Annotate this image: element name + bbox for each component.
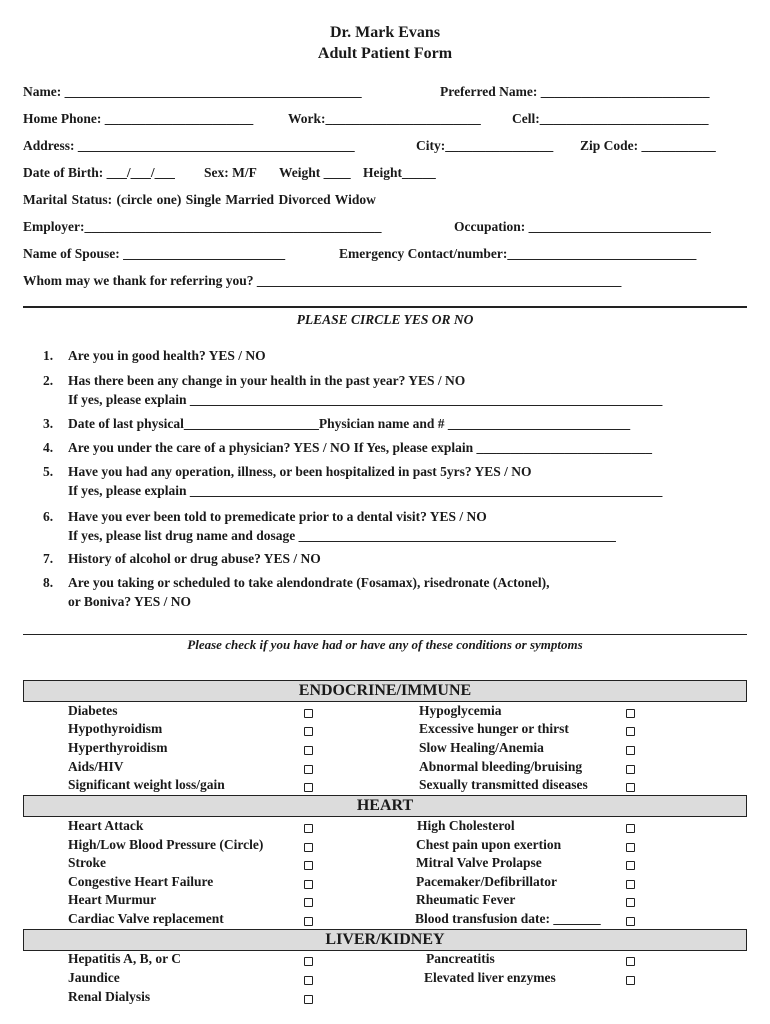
date-of-birth-field[interactable]: Date of Birth: ___/___/___: [23, 165, 175, 180]
section-header-heart: HEART: [23, 795, 747, 817]
emergency-contact-field[interactable]: Emergency Contact/number:____________________________: [339, 246, 697, 261]
condition-label: Slow Healing/Anemia: [419, 740, 544, 755]
conditions-heading: Please check if you have had or have any of these conditions or symptoms: [187, 637, 583, 652]
occupation-field[interactable]: Occupation: ___________________________: [454, 219, 711, 234]
checkbox-heart-murmur[interactable]: [304, 898, 313, 907]
condition-label: High Cholesterol: [417, 818, 515, 833]
question-number: 2.: [43, 373, 54, 388]
condition-label: Heart Attack: [68, 818, 144, 833]
condition-label: Significant weight loss/gain: [68, 777, 225, 792]
question-physician-care[interactable]: Are you under the care of a physician? YES / NO If Yes, please explain __________________________: [68, 440, 653, 455]
checkbox-jaundice[interactable]: [304, 976, 313, 985]
checkbox-blood-transfusion[interactable]: [626, 917, 635, 926]
checkbox-stroke[interactable]: [304, 861, 313, 870]
condition-label: Rheumatic Fever: [416, 892, 516, 907]
condition-label: Abnormal bleeding/bruising: [419, 759, 583, 774]
height-field[interactable]: Height_____: [363, 165, 436, 180]
checkbox-pancreatitis[interactable]: [626, 957, 635, 966]
question-hospitalized[interactable]: Have you had any operation, illness, or been hospitalized in past 5yrs? YES / NO: [68, 464, 532, 479]
question-hospitalized-explain[interactable]: If yes, please explain ______________________________________________________________________: [68, 483, 663, 498]
question-number: 7.: [43, 551, 54, 566]
employer-field[interactable]: Employer:____________________________________________: [23, 219, 382, 234]
checkbox-excessive-hunger-thirst[interactable]: [626, 727, 635, 736]
conditions-divider: [23, 634, 747, 635]
condition-label: Diabetes: [68, 703, 118, 718]
cell-phone-field[interactable]: Cell:_________________________: [512, 111, 709, 126]
condition-label: Cardiac Valve replacement: [68, 911, 224, 926]
checkbox-renal-dialysis[interactable]: [304, 995, 313, 1004]
zip-code-field[interactable]: Zip Code: ___________: [580, 138, 716, 153]
checkbox-mitral-valve-prolapse[interactable]: [626, 861, 635, 870]
condition-label: Congestive Heart Failure: [68, 874, 214, 889]
question-substance-abuse[interactable]: History of alcohol or drug abuse? YES / NO: [68, 551, 321, 566]
referral-field[interactable]: Whom may we thank for referring you? ______________________________________________________: [23, 273, 622, 288]
form-title: Adult Patient Form: [317, 45, 453, 62]
question-bisphosphonates[interactable]: Are you taking or scheduled to take alendondrate (Fosamax), risedronate (Actonel),: [68, 575, 550, 590]
checkbox-hepatitis[interactable]: [304, 957, 313, 966]
work-phone-field[interactable]: Work:_______________________: [288, 111, 481, 126]
question-number: 3.: [43, 416, 54, 431]
question-number: 1.: [43, 348, 54, 363]
name-field[interactable]: Name: ____________________________________________: [23, 84, 362, 99]
condition-label: Pancreatitis: [426, 951, 495, 966]
question-number: 8.: [43, 575, 54, 590]
checkbox-abnormal-bleeding[interactable]: [626, 765, 635, 774]
condition-label: Hyperthyroidism: [68, 740, 168, 755]
question-last-physical[interactable]: Date of last physical____________________Physician name and # ___________________________: [68, 416, 631, 431]
condition-label: Heart Murmur: [68, 892, 157, 907]
checkbox-aids-hiv[interactable]: [304, 765, 313, 774]
checkbox-elevated-liver-enzymes[interactable]: [626, 976, 635, 985]
checkbox-hypothyroidism[interactable]: [304, 727, 313, 736]
spouse-name-field[interactable]: Name of Spouse: ________________________: [23, 246, 286, 261]
checkbox-congestive-heart-failure[interactable]: [304, 880, 313, 889]
checkbox-chest-pain[interactable]: [626, 843, 635, 852]
city-field[interactable]: City:________________: [416, 138, 554, 153]
condition-label: Chest pain upon exertion: [416, 837, 562, 852]
sex-field[interactable]: Sex: M/F: [204, 165, 257, 180]
checkbox-hyperthyroidism[interactable]: [304, 746, 313, 755]
doctor-name: Dr. Mark Evans: [329, 24, 441, 41]
question-number: 4.: [43, 440, 54, 455]
condition-label: Pacemaker/Defibrillator: [416, 874, 557, 889]
home-phone-field[interactable]: Home Phone: ______________________: [23, 111, 254, 126]
weight-field[interactable]: Weight ____: [279, 165, 351, 180]
condition-label: High/Low Blood Pressure (Circle): [68, 837, 264, 852]
yes-no-heading: PLEASE CIRCLE YES OR NO: [296, 312, 474, 327]
checkbox-std[interactable]: [626, 783, 635, 792]
checkbox-heart-attack[interactable]: [304, 824, 313, 833]
section-header-liver-kidney: LIVER/KIDNEY: [23, 929, 747, 951]
question-health-change[interactable]: Has there been any change in your health in the past year? YES / NO: [68, 373, 466, 388]
address-field[interactable]: Address: _________________________________________: [23, 138, 355, 153]
condition-label: Elevated liver enzymes: [424, 970, 556, 985]
question-premedicate[interactable]: Have you ever been told to premedicate prior to a dental visit? YES / NO: [68, 509, 487, 524]
condition-label: Stroke: [68, 855, 107, 870]
condition-label[interactable]: Blood transfusion date: _______: [415, 911, 601, 926]
condition-label: Jaundice: [68, 970, 120, 985]
question-number: 5.: [43, 464, 54, 479]
condition-label: Excessive hunger or thirst: [419, 721, 569, 736]
condition-label: Aids/HIV: [68, 759, 124, 774]
checkbox-diabetes[interactable]: [304, 709, 313, 718]
checkbox-pacemaker[interactable]: [626, 880, 635, 889]
marital-status-field[interactable]: Marital Status: (circle one) Single Married Divorced Widow: [23, 192, 376, 207]
preferred-name-field[interactable]: Preferred Name: _________________________: [440, 84, 710, 99]
condition-label: Hepatitis A, B, or C: [68, 951, 182, 966]
question-bisphosphonates-cont[interactable]: or Boniva? YES / NO: [68, 594, 192, 609]
question-premedicate-drug[interactable]: If yes, please list drug name and dosage _______________________________________________: [68, 528, 616, 543]
checkbox-high-cholesterol[interactable]: [626, 824, 635, 833]
section-divider: [23, 306, 747, 308]
condition-label: Hypoglycemia: [419, 703, 502, 718]
section-header-endocrine: ENDOCRINE/IMMUNE: [23, 680, 747, 702]
condition-label: Hypothyroidism: [68, 721, 163, 736]
checkbox-cardiac-valve[interactable]: [304, 917, 313, 926]
question-number: 6.: [43, 509, 54, 524]
question-good-health[interactable]: Are you in good health? YES / NO: [68, 348, 266, 363]
checkbox-slow-healing-anemia[interactable]: [626, 746, 635, 755]
checkbox-rheumatic-fever[interactable]: [626, 898, 635, 907]
checkbox-hypoglycemia[interactable]: [626, 709, 635, 718]
condition-label: Sexually transmitted diseases: [419, 777, 588, 792]
checkbox-blood-pressure[interactable]: [304, 843, 313, 852]
question-health-change-explain[interactable]: If yes, please explain ______________________________________________________________________: [68, 392, 663, 407]
condition-label: Mitral Valve Prolapse: [416, 855, 542, 870]
condition-label: Renal Dialysis: [68, 989, 151, 1004]
checkbox-weight-loss-gain[interactable]: [304, 783, 313, 792]
